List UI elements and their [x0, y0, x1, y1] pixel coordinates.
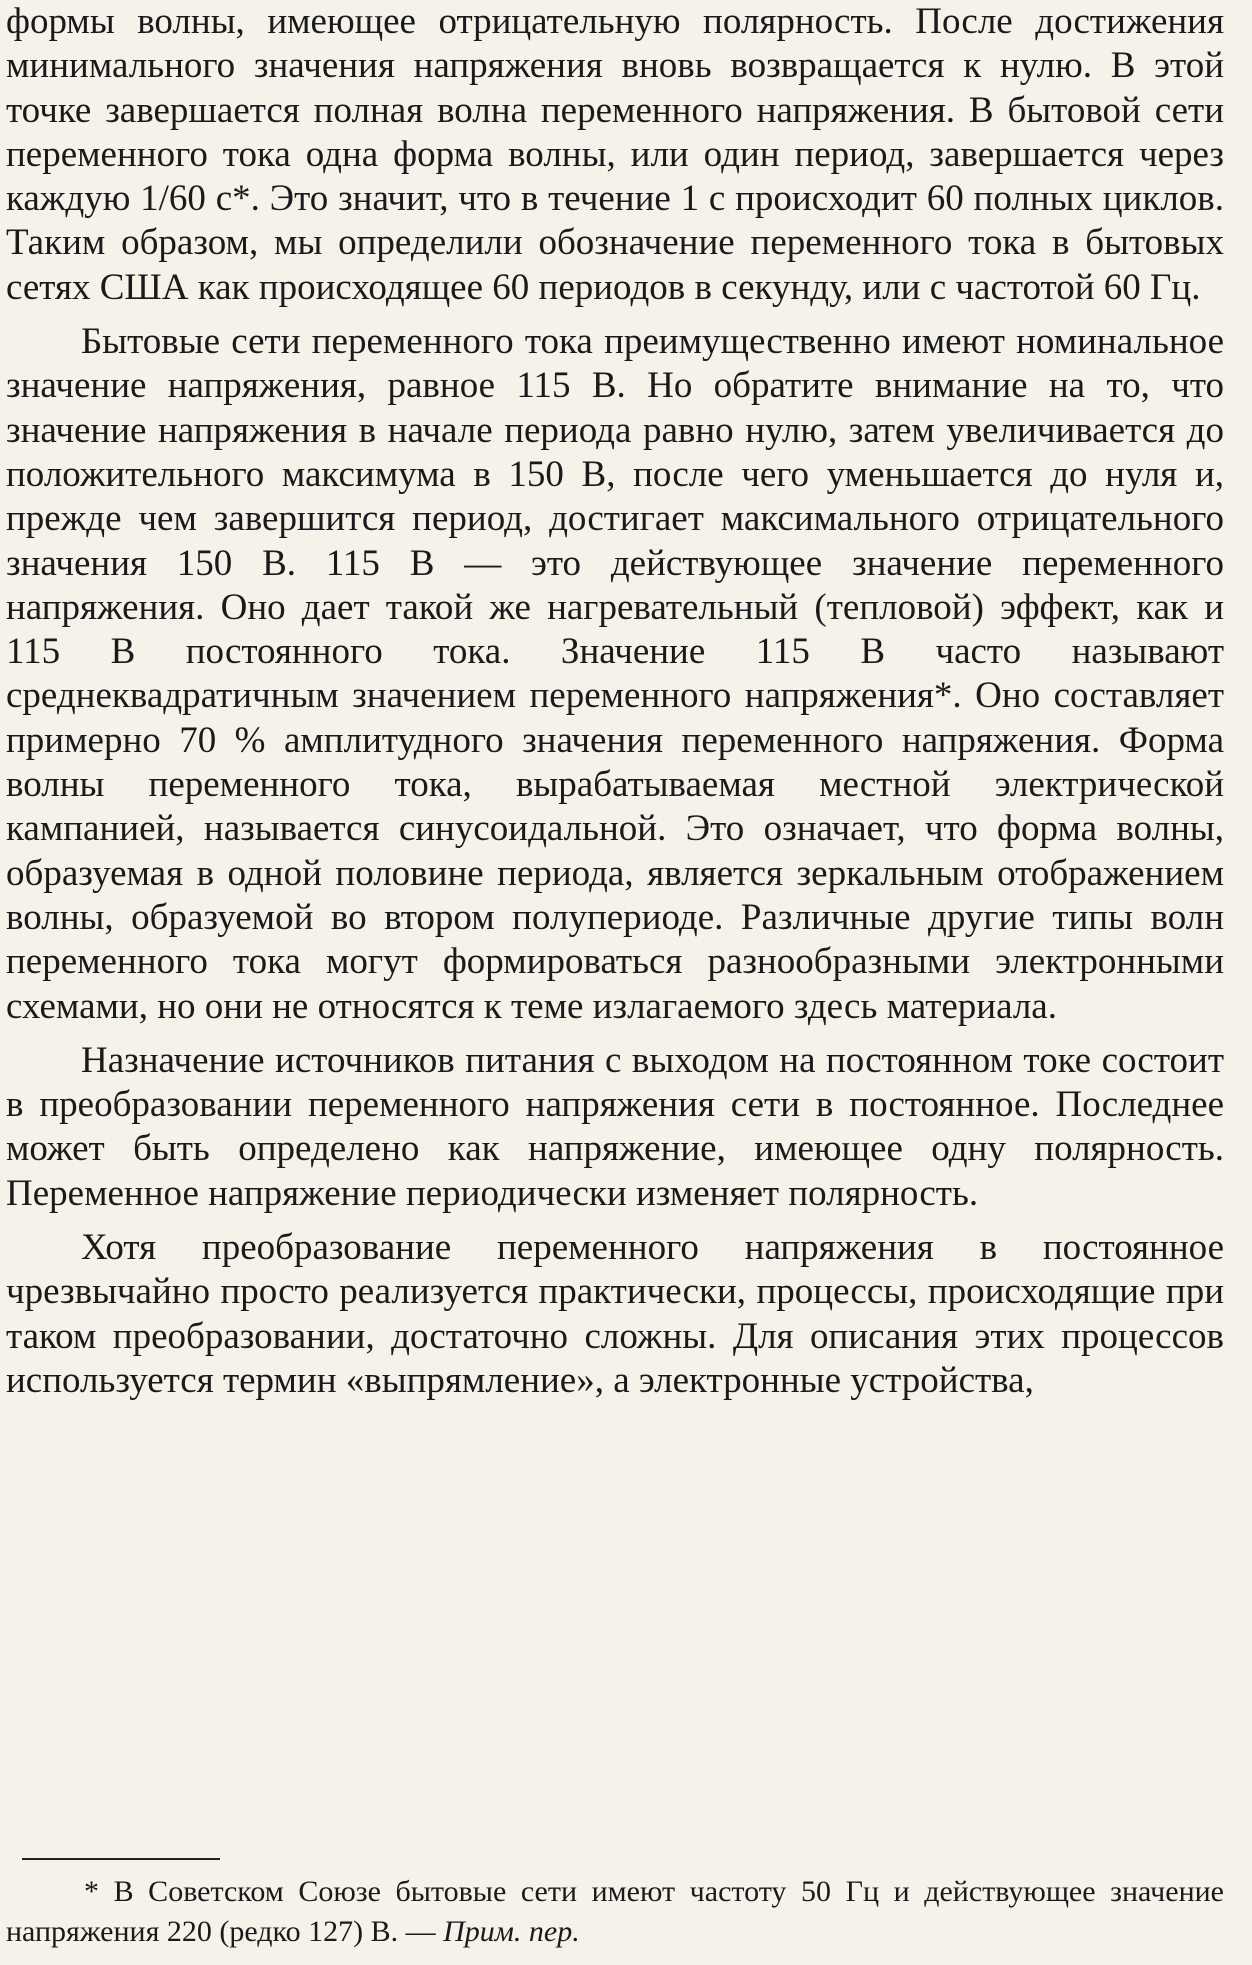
paragraph-2: Бытовые сети переменного тока преимущественно имеют номинальное значение напряжения, равное 115 В. Но обратите внимание на то, что значение напряжения в начале периода равно нулю, затем увеличивается до положительного максимума в 150 В, после чего уменьшается до нуля и, прежде чем завершится период, достигает максимального отрицательного значения 150 В. 115 В — это действующее значение переменного напряжения. Оно дает такой же нагревательный (тепловой) эффект, как и 115 В постоянного тока. Значение 115 В часто называют среднеквадратичным значением переменного напряжения*. Оно составляет примерно 70 % амплитудного значения переменного напряжения. Форма волны переменного тока, вырабатываемая местной электрической кампанией, называется синусоидальной. Это означает, что форма волны, образуемая в одной половине периода, является зеркальным отображением волны, образуемой во втором полупериоде. Различные другие типы волн переменного тока могут формироваться разнообразными электронными схемами, но они не относятся к теме излагаемого здесь материала. [6, 321, 1224, 1027]
paragraph-4: Хотя преобразование переменного напряжения в постоянное чрезвычайно просто реализуется практически, процессы, происходящие при таком преобразовании, достаточно сложны. Для описания этих процессов используется термин «выпрямление», а электронные устройства, [6, 1227, 1224, 1401]
footnote [6, 1872, 1224, 1952]
paragraph-1: формы волны, имеющее отрицательную полярность. После достижения минимального значения напряжения вновь возвращается к нулю. В этой точке завершается полная волна переменного напряжения. В бытовой сети переменного тока одна форма волны, или один период, завершается через каждую 1/60 с*. Это значит, что в течение 1 с происходит 60 полных циклов. Таким образом, мы определили обозначение переменного тока в бытовых сетях США как происходящее 60 периодов в секунду, или с частотой 60 Гц. [6, 1, 1224, 308]
footnote-translator-note: Прим. пер. [443, 1915, 580, 1948]
paragraph-3: Назначение источников питания с выходом на постоянном токе состоит в преобразовании переменного напряжения сети в постоянное. Последнее может быть определено как напряжение, имеющее одну полярность. Переменное напряжение периодически изменяет полярность. [6, 1039, 1224, 1214]
body-text [6, 0, 1224, 1413]
footnote-divider [22, 1858, 220, 1860]
footnote-text: * В Советском Союзе бытовые сети имеют частоту 50 Гц и действующее значение напряжения 220 (редко 127) В. — [6, 1875, 1224, 1948]
